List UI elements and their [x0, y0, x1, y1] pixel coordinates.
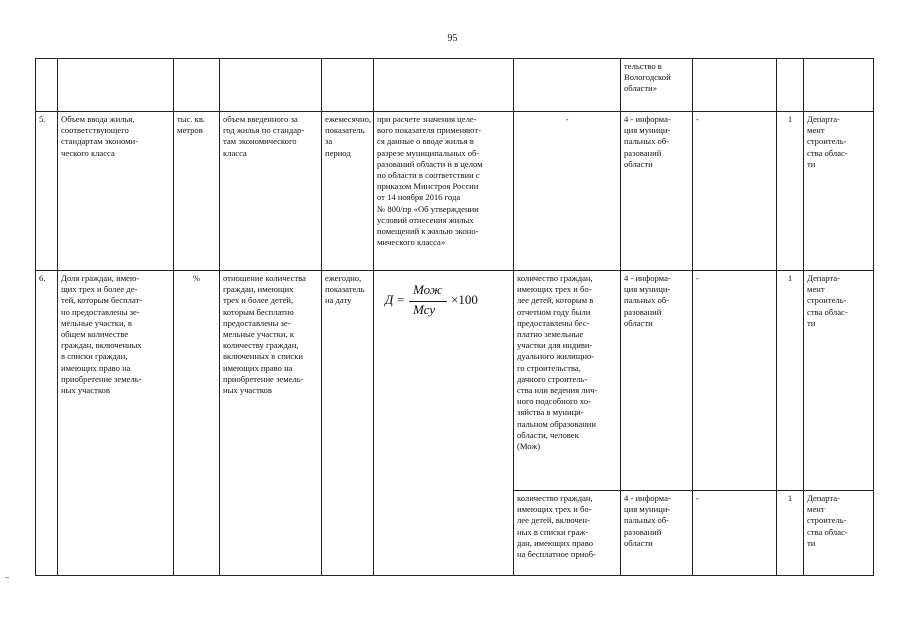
cell-basic: количество граждан, имеющих трех и бо- лее детей, которым в отчетном году были предоставлены бес- платно земельные участки для индиви- дуального жилищно- го строительства, дачного строитель- ства или ведения лич- ного подсобного хо- зяйства в муници- пальном образовании области, человек (Мож) [514, 271, 621, 491]
cell-definition [220, 59, 322, 112]
table-row [36, 271, 874, 491]
cell-num: 6. [36, 271, 58, 576]
cell-col9 [777, 59, 804, 112]
scan-mark [5, 577, 9, 578]
cell-periodicity [322, 59, 374, 112]
cell-col8: - [693, 112, 777, 271]
cell-name: Доля граждан, имею- щих трех и более де- тей, которым бесплат- но предоставлены зе- мельные участки, в общем количестве граждан, включенных в списки граждан, имеющих право на приобретение земель- ных участков [58, 271, 174, 576]
cell-basic: количество граждан, имеющих трех и бо- лее детей, включен- ных в списки граж- дан, имеющих право на бесплатное приоб- [514, 491, 621, 576]
cell-responsible: Департа- мент строитель- ства облас- ти [804, 112, 874, 271]
table-row-continuation [36, 59, 874, 112]
cell-col8: - [693, 271, 777, 491]
cell-method: при расчете значения целе- вого показателя применяют- ся данные о вводе жилья в разрезе муниципальных об- разований области и в целом по области в соответствии с приказом Минстроя России от 14 ноября 2016 года № 800/пр «Об утверждении условий отнесения жилых помещений к жилью эконо- мического класса» [374, 112, 514, 271]
cell-basic [514, 59, 621, 112]
cell-definition: объем введенного за год жилья по стандар- там экономического класса [220, 112, 322, 271]
cell-col8: - [693, 491, 777, 576]
cell-name [58, 59, 174, 112]
cell-source: 4 - информа- ция муници- пальных об- разований области [621, 491, 693, 576]
cell-method [374, 271, 514, 576]
cell-unit: тыс. кв. метров [174, 112, 220, 271]
table-row [36, 112, 874, 271]
cell-num [36, 59, 58, 112]
cell-periodicity: ежегодно, показатель на дату [322, 271, 374, 576]
cell-source: тельство в Вологодской области» [621, 59, 693, 112]
cell-basic: - [514, 112, 621, 271]
formula-lhs: Д [385, 292, 394, 308]
formula [377, 284, 510, 324]
page-number: 95 [447, 33, 458, 44]
cell-periodicity: ежемесячно, показатель за период [322, 112, 374, 271]
cell-col9: 1 [777, 271, 804, 491]
formula-multiplier: ×100 [451, 292, 478, 308]
cell-source: 4 - информа- ция муници- пальных об- разований области [621, 112, 693, 271]
cell-col8 [693, 59, 777, 112]
indicators-table [35, 58, 874, 576]
cell-responsible: Департа- мент строитель- ства облас- ти [804, 491, 874, 576]
formula-numerator: Мож [413, 282, 442, 298]
cell-num: 5. [36, 112, 58, 271]
cell-source: 4 - информа- ция муници- пальных об- разований области [621, 271, 693, 491]
cell-definition: отношение количества граждан, имеющих трех и более детей, которым бесплатно предоставлены зе- мельные участки, к количеству граждан, включенных в списки имеющих право на приобретение земель- ных участков [220, 271, 322, 576]
cell-col9: 1 [777, 112, 804, 271]
cell-name: Объем ввода жилья, соответствующего стандартам экономи- ческого класса [58, 112, 174, 271]
cell-col9: 1 [777, 491, 804, 576]
cell-unit [174, 59, 220, 112]
cell-responsible: Департа- мент строитель- ства облас- ти [804, 271, 874, 491]
formula-denominator: Мсу [413, 302, 436, 318]
cell-unit: % [174, 271, 220, 576]
cell-responsible [804, 59, 874, 112]
formula-equals: = [397, 292, 405, 308]
cell-method [374, 59, 514, 112]
